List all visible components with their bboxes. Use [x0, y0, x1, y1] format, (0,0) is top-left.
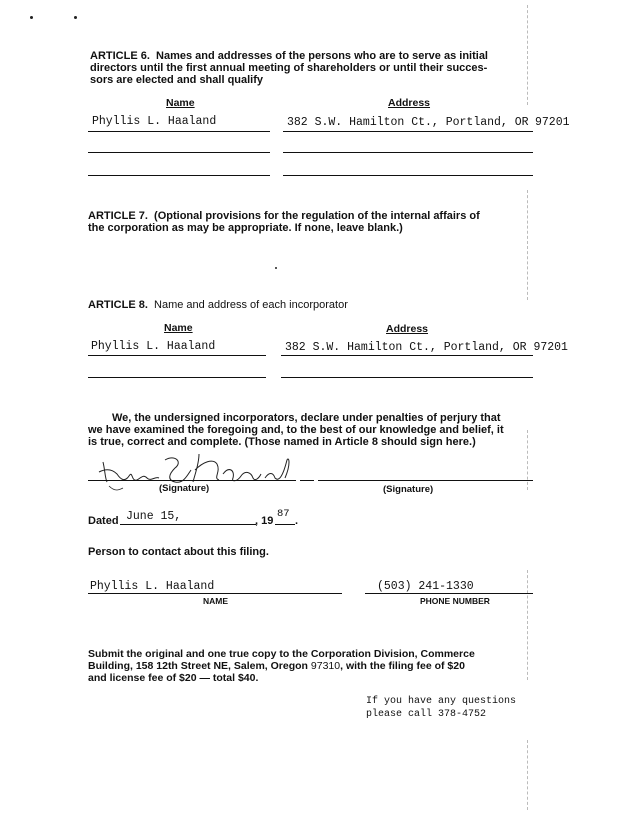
contact-phone-value: (503) 241-1330 — [377, 580, 474, 593]
contact-name-value: Phyllis L. Haaland — [90, 580, 215, 593]
article6-name-line-1 — [88, 131, 270, 132]
dated-year-prefix: , 19 — [255, 515, 274, 527]
article8-address-line-2 — [281, 377, 533, 378]
scan-mark — [74, 16, 77, 19]
scan-speck — [275, 267, 277, 269]
article6-name-value: Phyllis L. Haaland — [92, 115, 217, 128]
questions-line2: please call 378-4752 — [366, 709, 487, 720]
dated-date-value: June 15, — [126, 510, 182, 523]
article7-text — [88, 210, 538, 234]
article6-zip-value: 97201 — [535, 116, 570, 129]
year-line — [275, 524, 295, 525]
signature-line-1 — [88, 480, 296, 481]
article6-heading: ARTICLE 6. — [90, 50, 150, 62]
scan-edge — [527, 740, 528, 810]
scan-edge — [527, 190, 528, 300]
article6-address-header: Address — [388, 97, 431, 109]
article8-address-header: Address — [386, 323, 429, 335]
contact-name-label: NAME — [203, 596, 229, 606]
article6-line1: Names and addresses of the persons who are to serve as initial — [156, 50, 488, 62]
contact-name-line — [88, 593, 342, 594]
dated-period: . — [295, 515, 299, 527]
article8-name-header: Name — [164, 322, 193, 334]
article6-line3: sors are elected and shall qualify — [90, 74, 264, 86]
article8-text — [88, 299, 348, 311]
declaration-line2: we have examined the foregoing and, to the best of our knowledge and belief, it — [88, 424, 504, 436]
submit-line3: and license fee of $20 — total $40. — [88, 672, 259, 684]
dated-year-value: 87 — [277, 508, 290, 520]
article6-address-line-2 — [283, 152, 533, 153]
contact-phone-line — [365, 593, 533, 594]
dated-label: Dated — [88, 515, 119, 527]
article6-address-line-3 — [283, 175, 533, 176]
declaration-line1: We, the undersigned incorporators, declare under penalties of perjury that — [112, 412, 501, 424]
article6-text — [90, 50, 540, 86]
article8-address-line-1 — [281, 355, 533, 356]
article6-address-value: 382 S.W. Hamilton Ct., Portland, OR — [287, 116, 529, 129]
article7-line2: the corporation as may be appropriate. If none, leave blank.) — [88, 222, 403, 234]
contact-phone-label: PHONE NUMBER — [420, 596, 490, 606]
contact-label: Person to contact about this filing. — [88, 546, 269, 558]
article8-name-value: Phyllis L. Haaland — [91, 340, 216, 353]
signature-label-2: (Signature) — [383, 484, 434, 495]
questions-note — [366, 695, 516, 721]
submit-line2c: , with the filing fee of $20 — [340, 660, 465, 672]
article8-name-line-2 — [88, 377, 266, 378]
submit-line2a: Building, 158 12th Street NE, Salem, Oregon — [88, 660, 308, 672]
signature-line-2 — [318, 480, 533, 481]
article7-heading: ARTICLE 7. — [88, 210, 148, 222]
submit-text — [88, 648, 538, 684]
article8-address-value: 382 S.W. Hamilton Ct., Portland, OR 97201 — [285, 341, 568, 354]
declaration-text — [88, 412, 538, 448]
submit-zip: 97310 — [310, 660, 341, 672]
article8-name-line-1 — [88, 355, 266, 356]
dated-line — [120, 524, 256, 525]
signature-line-dash — [300, 480, 314, 481]
scan-mark — [30, 16, 33, 19]
declaration-line3: is true, correct and complete. (Those named in Article 8 should sign here.) — [88, 436, 476, 448]
questions-line1: If you have any questions — [366, 696, 517, 707]
article6-line2: directors until the first annual meeting of shareholders or until their succes- — [90, 62, 488, 74]
article6-name-line-2 — [88, 152, 270, 153]
article6-name-header: Name — [166, 97, 195, 109]
article6-name-line-3 — [88, 175, 270, 176]
submit-line1: Submit the original and one true copy to the Corporation Division, Commerce — [88, 648, 475, 660]
article6-address-line-1 — [283, 131, 533, 132]
article7-line1: (Optional provisions for the regulation of the internal affairs of — [154, 210, 480, 222]
article8-description: Name and address of each incorporator — [154, 299, 348, 311]
signature-label-1: (Signature) — [159, 483, 210, 494]
article8-heading: ARTICLE 8. — [88, 299, 148, 311]
